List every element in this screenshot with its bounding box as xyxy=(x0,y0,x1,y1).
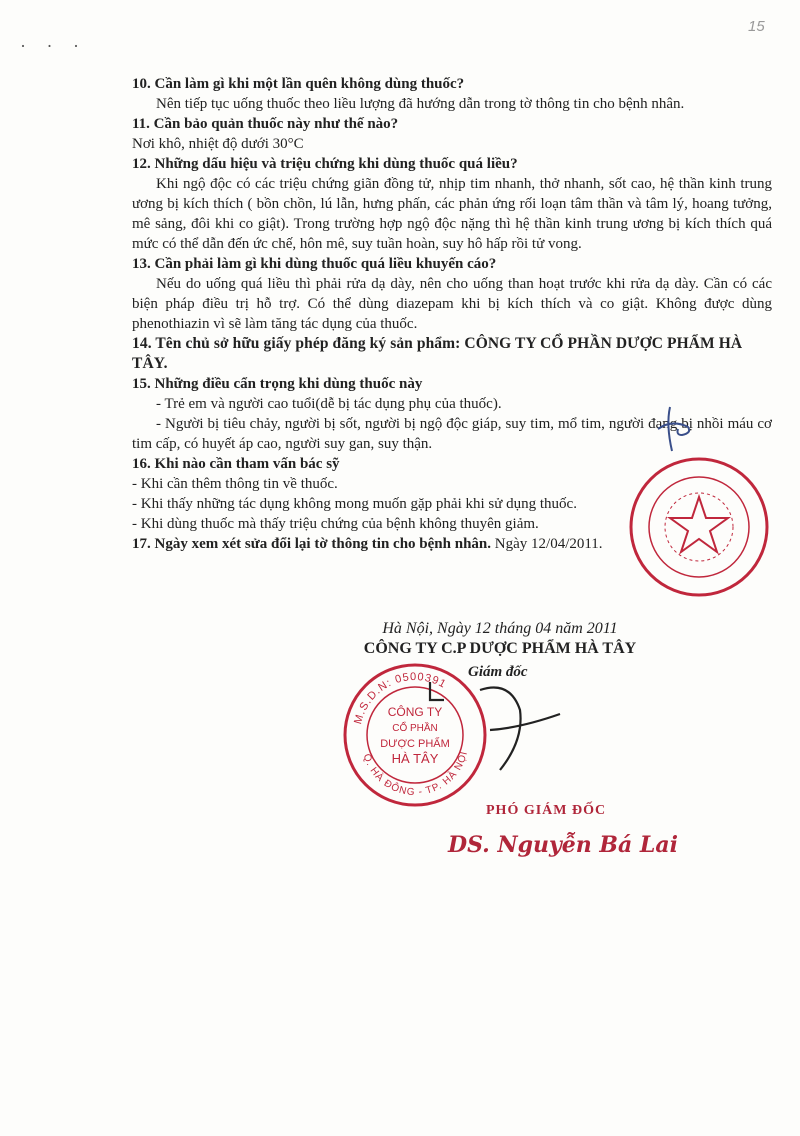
section-16-title: 16. Khi nào cần tham vấn bác sỹ xyxy=(132,456,340,472)
section-10-body: Nên tiếp tục uống thuốc theo liều lượng đã hướng dẫn trong tờ thông tin cho bệnh nhân. xyxy=(156,96,685,112)
initial-mark-icon xyxy=(652,405,698,453)
section-13-body: Nếu do uống quá liều thì phải rửa dạ dày, nên cho uống than hoạt trước khi rửa dạ dày. Cần có các biện pháp điều trị hỗ trợ. Có thể dùng diazepam khi bị kích thích và co giật. Không được dùng phenothiazin vì sẽ làm tăng tác dụng của thuốc. xyxy=(132,276,772,332)
section-10-title: 10. Cần làm gì khi một lần quên không dùng thuốc? xyxy=(132,76,465,92)
section-12-title: 12. Những dấu hiệu và triệu chứng khi dùng thuốc quá liều? xyxy=(132,156,518,172)
section-13-title: 13. Cần phải làm gì khi dùng thuốc quá liều khuyến cáo? xyxy=(132,256,497,272)
section-11-body: Nơi khô, nhiệt độ dưới 30°C xyxy=(132,136,304,152)
section-11-title: 11. Cần bảo quản thuốc này như thế nào? xyxy=(132,116,399,132)
section-16-item: - Khi cần thêm thông tin về thuốc. xyxy=(132,476,338,492)
stamp-line: HÀ TÂY xyxy=(391,751,439,766)
stamp-line: CÔNG TY xyxy=(387,705,443,719)
section-15-item: - Trẻ em và người cao tuổi(dễ bị tác dụng phụ của thuốc). xyxy=(156,396,502,412)
official-seal-top xyxy=(624,452,774,602)
section-16-item: - Khi dùng thuốc mà thấy triệu chứng của bệnh không thuyên giảm. xyxy=(132,516,539,532)
deputy-director-name: DS. Nguyễn Bá Lai xyxy=(448,832,679,858)
deputy-director-title: PHÓ GIÁM ĐỐC xyxy=(486,803,607,818)
section-15-item: - Người bị tiêu chảy, người bị sốt, người bị ngộ độc giáp, suy tim, mổ tim, người đang bị nhồi máu cơ tim cấp, có huyết áp cao, người suy gan, suy thận. xyxy=(132,416,772,452)
signature-block xyxy=(340,620,660,658)
section-17-title: 17. Ngày xem xét sửa đổi lại tờ thông tin cho bệnh nhân. xyxy=(132,536,492,552)
section-16-item: - Khi thấy những tác dụng không mong muốn gặp phải khi sử dụng thuốc. xyxy=(132,496,577,512)
section-17-date: Ngày 12/04/2011. xyxy=(494,536,603,552)
company-name: CÔNG TY C.P DƯỢC PHẨM HÀ TÂY xyxy=(363,640,637,657)
stamp-line: DƯỢC PHẨM xyxy=(380,738,450,750)
page-number: 15 xyxy=(748,18,765,35)
section-12-body: Khi ngộ độc có các triệu chứng giãn đồng tử, nhịp tim nhanh, thở nhanh, sốt cao, hệ thần kinh trung ương bị kích thích ( bồn chồn, lú lẫn, hưng phấn, các phản ứng rối loạn tâm thần và tâm lý, hoang tưởng, mê sảng, đôi khi co giật). Trong trường hợp ngộ độc nặng thì hệ thần kinh trung ương bị kích thích quá mức có thể dẫn đến ức chế, hôn mê, suy tuần hoàn, suy hô hấp rồi tử vong. xyxy=(132,176,772,252)
section-14-title: 14. Tên chủ sở hữu giấy phép đăng ký sản phẩm: CÔNG TY CỔ PHẦN DƯỢC PHẨM HÀ TÂY. xyxy=(132,335,743,372)
stamp-ring-bottom: Q. HÀ ĐÔNG - TP. HÀ NỘI xyxy=(360,749,471,799)
section-15-title: 15. Những điều cẩn trọng khi dùng thuốc này xyxy=(132,376,423,392)
place-date: Hà Nội, Ngày 12 tháng 04 năm 2011 xyxy=(382,620,618,637)
signature-scribble xyxy=(420,670,570,780)
stamp-line: CỔ PHẦN xyxy=(392,723,438,734)
stamp-ring-top: M.S.D.N: 0500391 xyxy=(352,670,449,726)
director-title: Giám đốc xyxy=(468,664,528,680)
scan-marks: · · · xyxy=(20,36,87,56)
